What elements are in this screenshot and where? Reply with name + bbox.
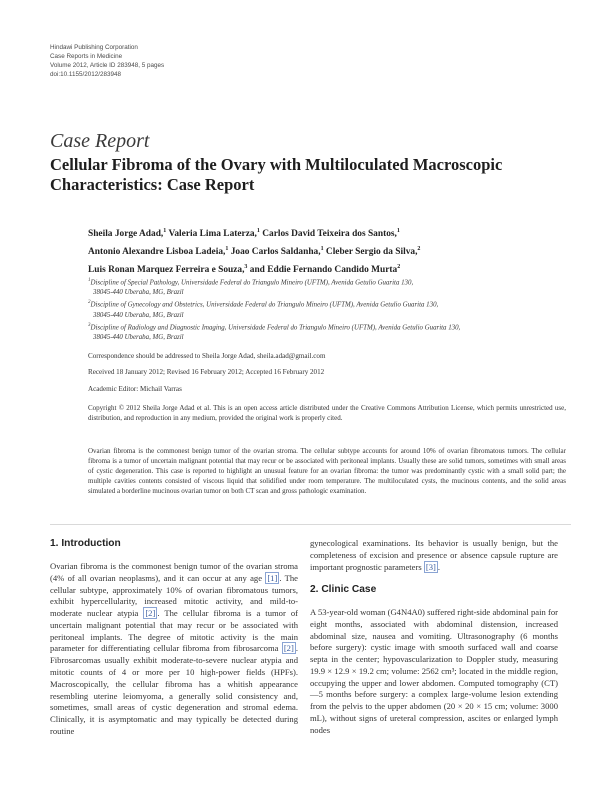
- affiliation-marker: 2: [397, 263, 401, 270]
- affiliation-marker: 2: [417, 245, 421, 252]
- author-name: Luis Ronan Marquez Ferreira e Souza,: [88, 264, 245, 275]
- reference-link[interactable]: [2]: [283, 643, 294, 654]
- body-text: Ovarian fibroma is the commonest benign tumor of the ovarian stroma (4% of all ovarian neoplasms), and it can occur at any age: [50, 561, 298, 583]
- affiliation-marker: 1: [163, 228, 167, 234]
- introduction-heading: 1. Introduction: [50, 538, 121, 549]
- affiliation-number: 3: [88, 322, 91, 328]
- author-name: Antonio Alexandre Lisboa Ladeia,: [88, 246, 226, 257]
- volume-line: Volume 2012, Article ID 283948, 5 pages: [50, 62, 165, 69]
- author-name: Joao Carlos Saldanha,: [228, 246, 321, 257]
- author-name: Carlos David Teixeira dos Santos,: [259, 229, 397, 240]
- publisher-line: Hindawi Publishing Corporation: [50, 44, 138, 51]
- copyright-notice: Copyright © 2012 Sheila Jorge Adad et al. This is an open access article distributed under the Creative Commons Attribution License, which permits unrestricted use, distribution, and reproduction in any medium, provided the original work is properly cited.: [88, 404, 566, 422]
- introduction-body: [50, 561, 298, 738]
- reference-link[interactable]: [1]: [267, 572, 278, 583]
- affiliation-marker: 1: [225, 245, 229, 252]
- body-text: A 53-year-old woman (G4N4A0) suffered right-side abdominal pain for eight months, associated with abdominal distension, increased abdominal size, nausea and vomiting. Ultrasonography (6 months before surgery): cystic image with smooth surfaced wall and coarse septa in the center; hypovascularization to Doppler study, measuring 19.9 × 12.9 × 19.2 cm; volume: 2562 cm³; located in the middle region, occupying the upper and lower abdomen. Computed tomography (CT)—5 months before surgery: a complex large-volume lesion extending from the pelvis to the upper abdomen (20 × 20 × 15 cm; volume: 3000 mL), without signs of ureteral compression, ascites or enlarged lymph nodes: [310, 607, 558, 735]
- abstract: Ovarian fibroma is the commonest benign tumor of the ovarian stroma. The cellular subtype accounts for around 10% of ovarian fibromatous tumors. The cellular fibroma is a tumor of uncertain malignant potential that may recur or be associated with peritoneal implants. Usually these are solid tumors, sometimes with small areas of cystic degeneration. This case is reported to highlight an unusual feature for an ovarian fibroma: the tumor was predominantly cystic with a small solid part; the multiple cavities contents consisted of viscous liquid that solidified under room temperature. The multiloculated cysts, the mucinous contents, and the solid areas simulated a borderline mucinous ovarian tumor on both CT scan and gross pathologic examination.: [88, 447, 566, 495]
- affiliation-address: 38045-440 Uberaba, MG, Brazil: [93, 333, 184, 341]
- affiliation-marker: 1: [396, 228, 400, 234]
- author-name: and Eddie Fernando Candido Murta: [247, 264, 398, 275]
- affiliation-address: 38045-440 Uberaba, MG, Brazil: [93, 311, 184, 319]
- journal-header: [50, 43, 164, 79]
- body-text: . Fibrosarcomas usually exhibit moderate-to-severe nuclear atypia and mitotic counts of 4 or more per 10 high-power fields (HPFs). Macroscopically, the cellular fibroma has a whitish appearance resembling uterine leiomyoma, a generally solid consistency and, sometimes, small areas of cystic degeneration and stromal edema. Clinically, it is asymptomatic and may typically be detected during routine: [50, 643, 298, 736]
- author-line: [88, 224, 568, 242]
- author-line: [88, 242, 568, 260]
- article-type: Case Report: [50, 130, 150, 152]
- clinic-case-body: [310, 607, 558, 737]
- reference-link[interactable]: [3]: [425, 561, 436, 572]
- body-text: . The cellular subtype, approximately 10% of ovarian fibromatous tumors, exhibit hypercellularity, increased mitotic activity, and mild-to-moderate nuclear atypia: [50, 572, 298, 619]
- affiliation-marker: 1: [256, 228, 260, 234]
- affiliation-number: 1: [88, 278, 91, 283]
- correspondence: Correspondence should be addressed to Sheila Jorge Adad, sheila.adad@gmail.com: [88, 352, 326, 360]
- body-text: .: [437, 561, 441, 572]
- affiliation-line: Discipline of Radiology and Diagnostic Imaging, Universidade Federal do Triangulo Mineiro (UFTM), Avenida Getulio Guarita 130,: [90, 323, 461, 331]
- academic-editor: Academic Editor: Michail Varras: [88, 385, 182, 393]
- body-text: . The cellular fibroma is a tumor of uncertain malignant potential that may recur or be associated with peritoneal implants. The degree of mitotic activity is the main parameter for differentiating cellular fibroma from fibrosarcoma: [50, 608, 299, 654]
- section-divider: [50, 524, 571, 525]
- affiliation-marker: 3: [244, 263, 248, 270]
- affiliation-item: [88, 298, 568, 320]
- affiliation-number: 2: [88, 300, 91, 306]
- author-list: [88, 224, 568, 277]
- journal-name: Case Reports in Medicine: [50, 53, 123, 60]
- affiliation-line: Discipline of Special Pathology, Universidade Federal do Triangulo Mineiro (UFTM), Avenida Getulio Guarita 130,: [90, 279, 414, 287]
- article-title: Cellular Fibroma of the Ovary with Multiloculated Macroscopic Characteristics: Case Report: [50, 155, 503, 194]
- author-name: Sheila Jorge Adad,: [88, 229, 164, 240]
- affiliation-marker: 1: [320, 245, 324, 252]
- affiliation-list: [88, 276, 568, 343]
- affiliation-address: 38045-440 Uberaba, MG, Brazil: [93, 289, 184, 297]
- body-text: gynecological examinations. Its behavior is usually benign, but the completeness of excision and presence or absence capsule rupture are important prognostic parameters: [310, 538, 558, 572]
- author-line: [88, 260, 568, 278]
- doi-line: doi:10.1155/2012/283948: [50, 71, 121, 78]
- affiliation-line: Discipline of Gynecology and Obstetrics, Universidade Federal do Triangulo Mineiro (UFTM), Avenida Getulio Guarita 130,: [90, 301, 439, 309]
- reference-link[interactable]: [2]: [145, 608, 156, 619]
- affiliation-item: [88, 321, 568, 343]
- affiliation-item: [88, 276, 568, 298]
- introduction-continuation: [310, 538, 558, 573]
- clinic-case-heading: 2. Clinic Case: [310, 584, 377, 595]
- author-name: Valeria Lima Laterza,: [166, 229, 257, 240]
- author-name: Cleber Sergio da Silva,: [323, 246, 418, 257]
- article-dates: Received 18 January 2012; Revised 16 February 2012; Accepted 16 February 2012: [88, 368, 325, 376]
